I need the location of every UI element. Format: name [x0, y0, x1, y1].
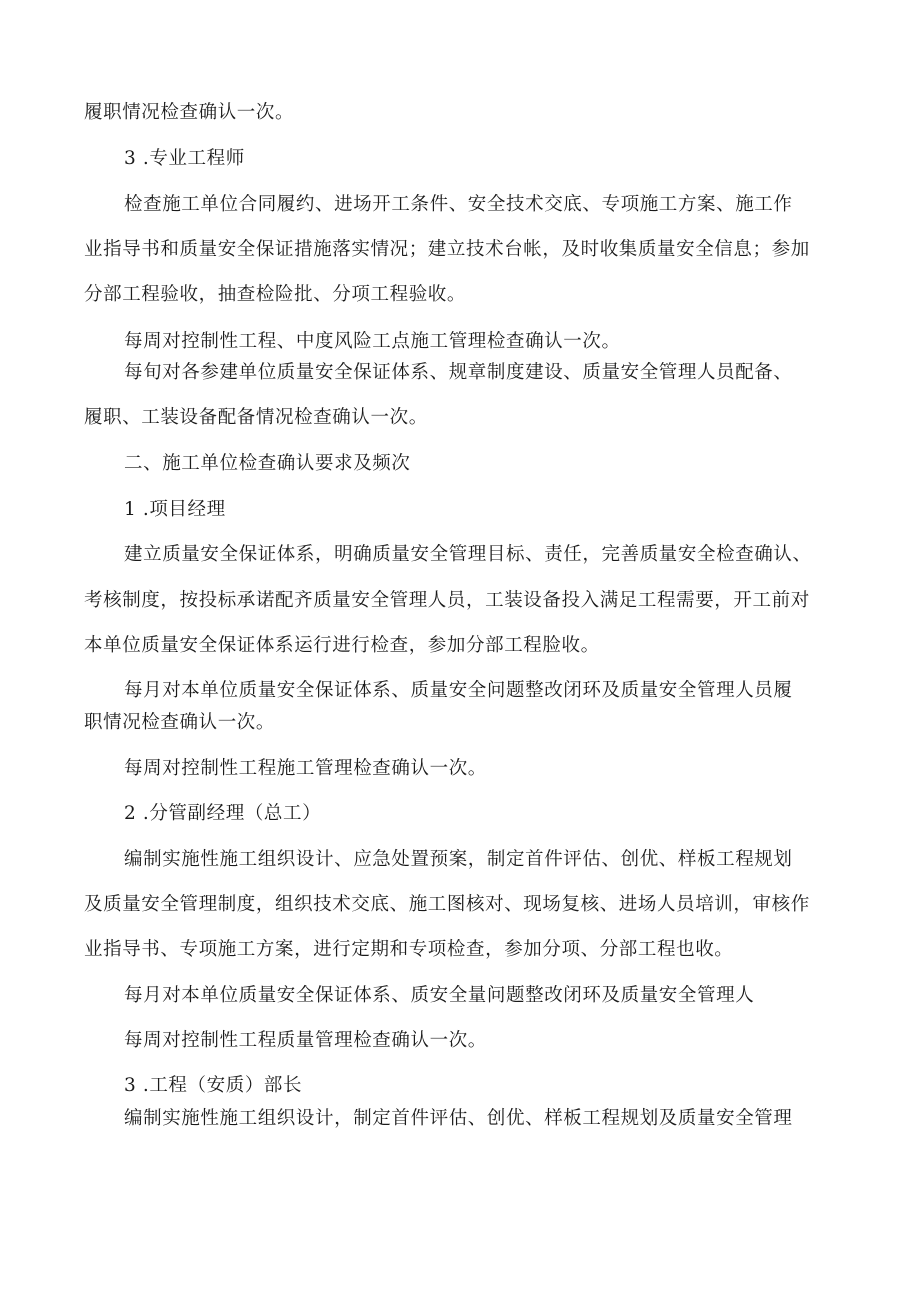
text-line: 考核制度，按投标承诺配齐质量安全管理人员，工装设备投入满足工程需要，开工前对	[84, 590, 810, 611]
text-line: 每周对控制性工程质量管理检查确认一次。	[124, 1030, 487, 1051]
text-line: 本单位质量安全保证体系运行进行检查，参加分部工程脸收。	[84, 635, 600, 656]
text-line: 业指导书和质量安全保证措施落实情况；建立技术台帐，及时收集质量安全信息；参加	[84, 239, 810, 260]
text-line: 履职情况检查确认一次。	[84, 102, 295, 123]
section-heading: 2 .分管副经理（总工）	[124, 803, 322, 824]
text-line: 每周对控制性工程、中度风险工点施工管理检查确认一次。	[124, 331, 621, 352]
text-line: 每周对控制性工程施工管理检查确认一次。	[124, 758, 487, 779]
section-heading: 二、施工单位检查确认要求及频次	[124, 453, 411, 474]
text-line: 建立质量安全保证体系，明确质量安全管理目标、责任，完善质量安全检查确认、	[124, 544, 812, 565]
text-line: 及质量安全管理制度，组织技术交底、施工图核对、现场复核、进场人员培训，审核作	[84, 894, 810, 915]
text-line: 履职、工装设备配备情况检查确认一次。	[84, 407, 428, 428]
text-line: 编制实施性施工组织设计，制定首件评估、创优、样板工程规划及质量安全管理	[124, 1108, 793, 1129]
text-line: 每月对本单位质量安全保证体系、质量安全问题整改闭环及质量安全管理人员履	[124, 680, 793, 701]
text-line: 职情况检查确认一次。	[84, 712, 276, 733]
text-line: 编制实施性施工组织设计、应急处置预案，制定首件评估、创优、样板工程规划	[124, 849, 793, 870]
section-heading: 1 .项目经理	[124, 499, 226, 520]
text-line: 检查施工单位合同履约、进场开工条件、安全技术交底、专项施工方案、施工作	[124, 194, 793, 215]
section-heading: 3 .工程（安质）部长	[124, 1075, 303, 1096]
text-line: 业指导书、专项施工方案，进行定期和专项检查，参加分项、分部工程也收。	[84, 939, 734, 960]
text-line: 每旬对各参建单位质量安全保证体系、规章制度建设、质量安全管理人员配备、	[124, 362, 793, 383]
section-heading: 3 .专业工程师	[124, 148, 245, 169]
text-line: 每月对本单位质量安全保证体系、质安全量问题整改闭环及质量安全管理人	[124, 985, 755, 1006]
text-line: 分部工程验收，抽查检险批、分项工程验收。	[84, 284, 467, 305]
